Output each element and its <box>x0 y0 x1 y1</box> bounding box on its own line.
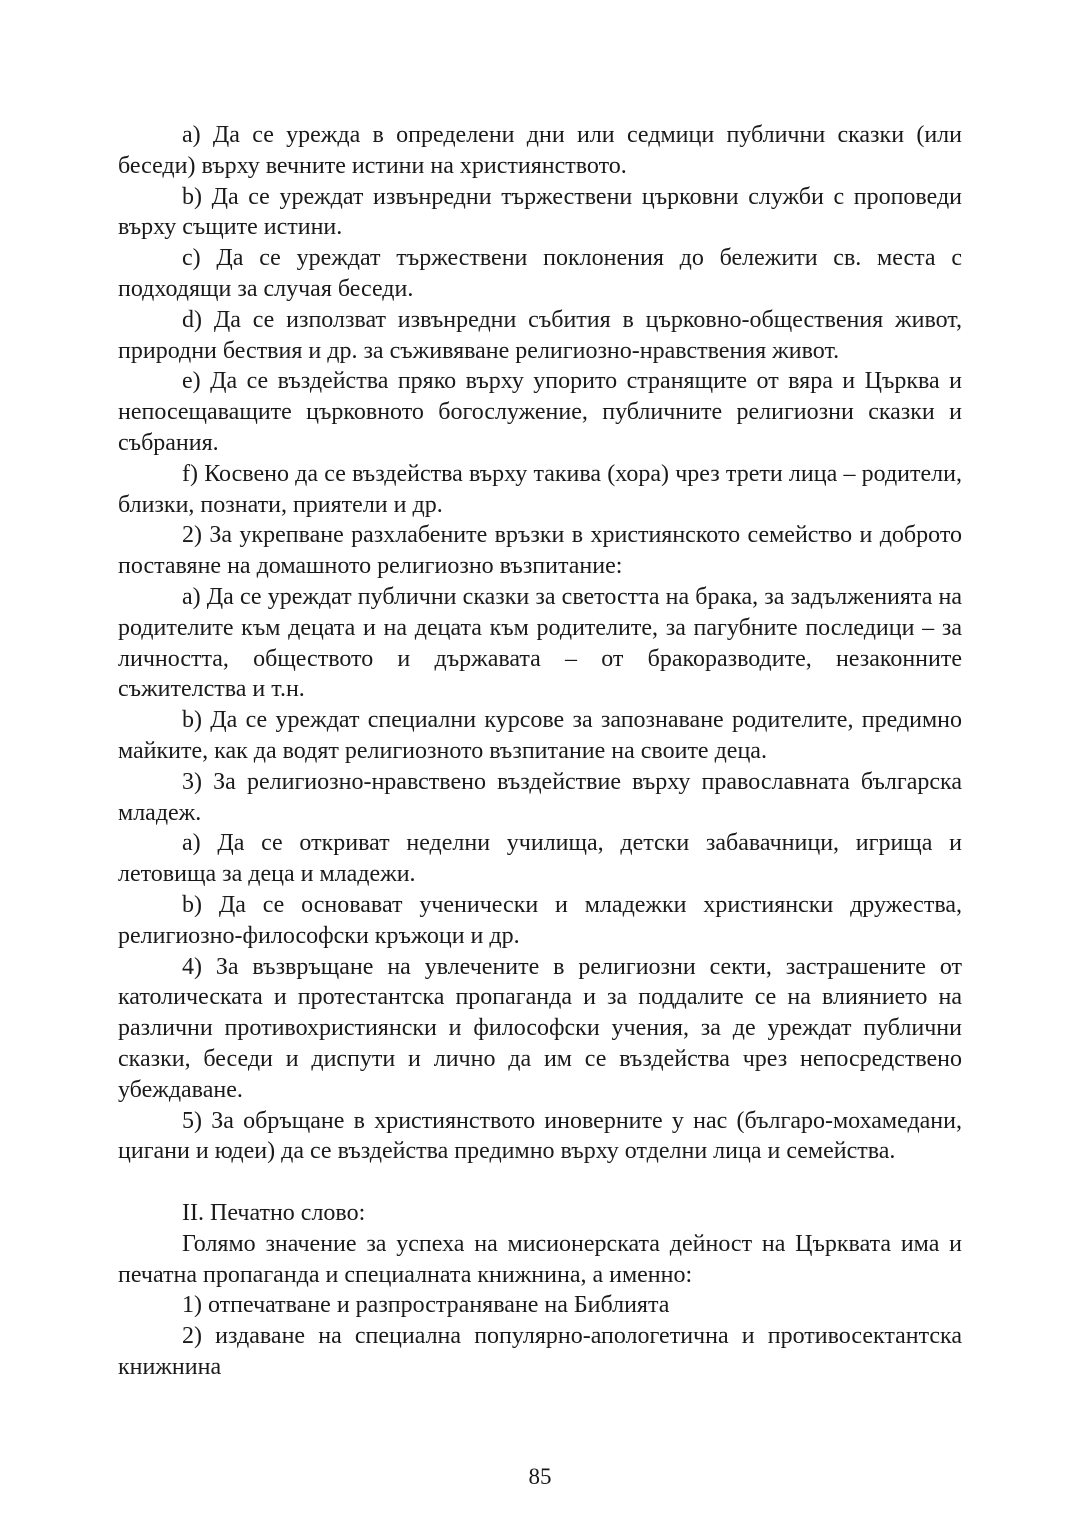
paragraph-c-pilgrimages: c) Да се уреждат тържествени поклонения до бележити св. места с подходящи за случая беседи. <box>118 245 962 302</box>
paragraph-e-direct-influence: е) Да се въздейства пряко върху упорито странящите от вяра и Църква и непосещаващите църковното богослужение, публичните религиозни сказки и събрания. <box>118 368 962 456</box>
paragraph-print-2-literature: 2) издаване на специална популярно-апологетична и противосектантска книжнина <box>118 1323 962 1381</box>
page-body <box>118 120 962 1383</box>
paragraph-print-1-bible: 1) отпечатване и разпространяване на Библията <box>182 1292 670 1319</box>
page-number: 85 <box>528 1464 552 1489</box>
paragraph-2a-marriage-lectures: а) Да се уреждат публични сказки за светостта на брака, за задълженията на родителите към децата и на децата към родителите, за пагубните последици – за личността, обществото и държавата – от бракоразводите, незаконните съжителства и т.н. <box>118 583 962 703</box>
paragraph-3-youth: 3) За религиозно-нравствено въздействие върху православната българска младеж. <box>118 768 962 826</box>
paragraph-4-sects: 4) За възвръщане на увлечените в религиозни секти, застрашените от католическата и протестантска пропаганда и за поддалите се на влиянието на различни противохристиянски и философски учения, за де уреждат публични сказки, беседи и диспути и лично да им се въздейства чрез непосредствено убеждаване. <box>118 953 962 1103</box>
paragraph-print-intro: Голямо значение за успеха на мисионерската дейност на Църквата има и печатна пропаганда и специалната книжнина, а именно: <box>118 1230 962 1288</box>
paragraph-b-services: b) Да се уреждат извънредни тържествени църковни служби с проповеди върху същите истини. <box>118 183 962 241</box>
paragraph-3b-societies: b) Да се основават ученически и младежки християнски дружества, религиозно-философски кръжоци и др. <box>118 891 962 949</box>
paragraph-f-indirect-influence: f) Косвено да се въздейства върху такива (хора) чрез трети лица – родители, близки, познати, приятели и др. <box>118 460 962 518</box>
section-heading: II. Печатно слово: <box>182 1200 366 1227</box>
paragraph-2b-parent-courses: b) Да се уреждат специални курсове за запознаване родителите, предимно майките, как да водят религиозното възпитание на своите деца. <box>118 707 962 764</box>
paragraph-3a-sunday-schools: а) Да се откриват неделни училища, детски забавачници, игрища и летовища за деца и младежи. <box>118 830 962 888</box>
paragraph-5-conversion: 5) За обръщане в християнството иноверните у нас (българо-мохамедани, цигани и юдеи) да се въздейства предимно върху отделни лица и семейства. <box>118 1107 962 1165</box>
section-spacer <box>118 1167 962 1198</box>
paragraph-d-events: d) Да се използват извънредни събития в църковно-обществения живот, природни бествия и др. за съживяване религиозно-нравствения живот. <box>118 306 962 364</box>
paragraph-a-lectures: а) Да се урежда в определени дни или седмици публични сказки (или беседи) върху вечните истини на християнството. <box>118 122 962 179</box>
paragraph-2-family: 2) За укрепване разхлабените връзки в християнското семейство и доброто поставяне на домашното религиозно възпитание: <box>118 522 962 580</box>
